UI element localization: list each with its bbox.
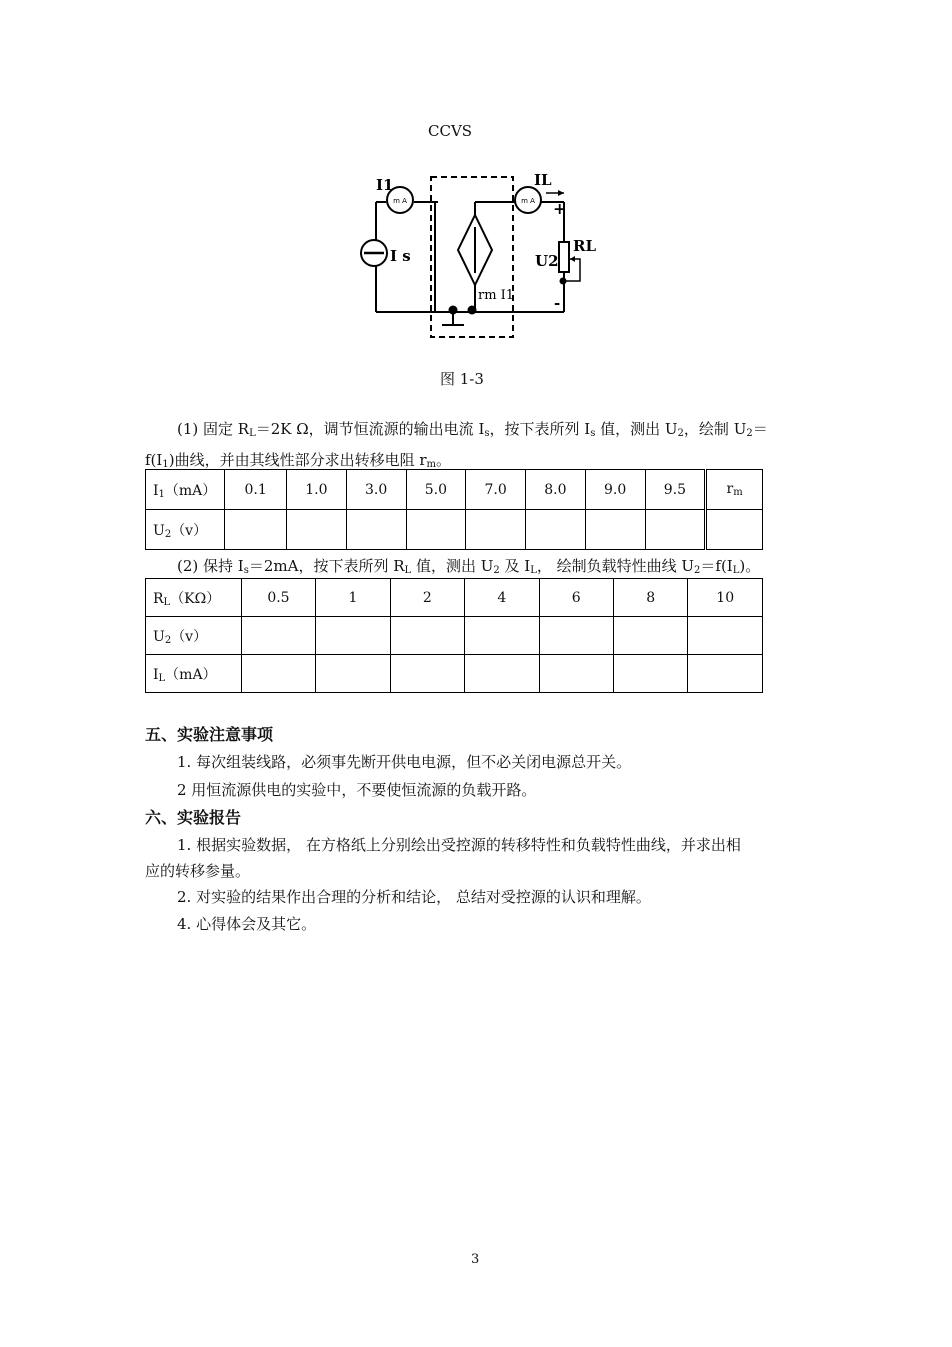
table-row — [146, 470, 763, 510]
step1-text: ，绘制 U — [683, 420, 747, 438]
step2-sub: L — [732, 565, 740, 576]
rm-i1-label: rm I1 — [478, 288, 515, 303]
table-row — [146, 617, 763, 655]
section6-item1-line1: 1. 根据实验数据， 在方格纸上分别绘出受控源的转移特性和负载特性曲线，并求出相 — [177, 836, 741, 854]
table-cell: 1.0 — [287, 470, 347, 510]
section5-title: 五、实验注意事项 — [145, 725, 274, 744]
step2-text: )。 — [739, 557, 761, 575]
table-header-cell: $I_1(mA)$ — [146, 470, 225, 510]
table-cell — [225, 510, 287, 550]
table-cell — [406, 510, 466, 550]
table-row — [146, 579, 763, 617]
step2-sub: s — [243, 565, 249, 576]
step1-sub: 1 — [162, 459, 169, 470]
table-cell — [613, 655, 687, 693]
table-header-cell: $U_2(v)$ — [146, 510, 225, 550]
table-cell: 9.0 — [585, 470, 645, 510]
table-header-cell: $I_L(mA)$ — [146, 655, 242, 693]
table-cell: 0.1 — [225, 470, 287, 510]
plus-label: + — [553, 199, 567, 218]
transfer-table — [145, 469, 763, 550]
table-cell: 8 — [613, 579, 687, 617]
section5-item1: 1. 每次组装线路，必须事先断开供电电源，但不必关闭电源总开关。 — [177, 753, 632, 771]
table-cell: 0.5 — [241, 579, 316, 617]
table-cell — [585, 510, 645, 550]
step2-sub: 2 — [694, 565, 701, 576]
i1-label: I1 — [376, 176, 394, 194]
section6-item4: 4. 心得体会及其它。 — [177, 915, 317, 933]
table-cell: 10 — [688, 579, 763, 617]
step1-text: )曲线，并由其线性部分求出转移电阻 r — [168, 451, 427, 469]
step1-sub: s — [484, 428, 490, 439]
table-cell: 5.0 — [406, 470, 466, 510]
step1-sub: 2 — [677, 428, 684, 439]
section6-title: 六、实验报告 — [145, 808, 242, 827]
step2-text: ＝2mA，按下表所列 R — [248, 557, 405, 575]
table-header-cell: $U_2(v)$ — [146, 617, 242, 655]
step1-text: ＝ — [752, 420, 768, 438]
step1-text: ＝2K Ω，调节恒流源的输出电流 I — [255, 420, 485, 438]
step2-text: 值，测出 U — [411, 557, 494, 575]
il-label: IL — [534, 171, 552, 189]
table-cell: 9.5 — [645, 470, 706, 510]
step2-text: (2) 保持 I — [177, 557, 244, 575]
table-cell: 3.0 — [346, 470, 406, 510]
load-resistor-icon — [559, 242, 569, 272]
step1-text: (1) 固定 R — [177, 420, 250, 438]
u2-label: U2 — [535, 252, 559, 270]
table-cell — [526, 510, 586, 550]
ccvs-circuit-diagram — [350, 165, 610, 350]
page-number: 3 — [471, 1252, 480, 1267]
step2-sub: 2 — [493, 565, 500, 576]
table-row — [146, 510, 763, 550]
figure-top-label: CCVS — [428, 122, 473, 140]
section6-item1-line2: 应的转移参量。 — [145, 862, 251, 880]
table-cell — [613, 617, 687, 655]
step2-text: ， 绘制负载特性曲线 U — [536, 557, 695, 575]
table-cell: 6 — [539, 579, 613, 617]
rl-label: RL — [573, 237, 597, 255]
table-cell — [706, 510, 763, 550]
step1-sub: L — [249, 428, 256, 439]
minus-label: - — [554, 294, 561, 312]
table-cell — [539, 655, 613, 693]
table-header-cell: $R_L(K\Omega)$ — [146, 579, 242, 617]
table-cell — [316, 617, 390, 655]
ma-left-label: m A — [393, 197, 407, 205]
ma-right-label: m A — [521, 197, 535, 205]
table-cell: 8.0 — [526, 470, 586, 510]
step1-sub: m — [426, 459, 436, 470]
figure-caption: 图 1-3 — [440, 370, 484, 388]
table-header-cell: $r_m$ — [706, 470, 763, 510]
table-cell — [241, 655, 316, 693]
table-cell — [241, 617, 316, 655]
table-cell: 7.0 — [466, 470, 526, 510]
table-cell — [539, 617, 613, 655]
table-cell — [287, 510, 347, 550]
step1-sub: s — [590, 428, 596, 439]
table-cell — [688, 617, 763, 655]
table-cell — [465, 655, 539, 693]
table-cell — [346, 510, 406, 550]
load-table — [145, 578, 763, 693]
table-cell — [465, 617, 539, 655]
is-label: I s — [390, 247, 411, 265]
step2-text: ＝f(I — [700, 557, 733, 575]
table-cell — [316, 655, 390, 693]
step2-sub: L — [404, 565, 412, 576]
section6-item2: 2. 对实验的结果作出合理的分析和结论， 总结对受控源的认识和理解。 — [177, 888, 651, 906]
table-cell — [645, 510, 706, 550]
table-cell: 2 — [390, 579, 464, 617]
table-row — [146, 655, 763, 693]
table-cell — [390, 617, 464, 655]
step2-text: 及 I — [499, 557, 531, 575]
table-cell — [466, 510, 526, 550]
step2-sub: L — [530, 565, 537, 576]
table-cell — [390, 655, 464, 693]
step1-sub: 2 — [746, 428, 753, 439]
step1-text: 值，测出 U — [595, 420, 678, 438]
step1-text: f(I — [145, 451, 163, 469]
table-cell — [688, 655, 763, 693]
step1-text: ，按下表所列 I — [489, 420, 591, 438]
step1-text: 。 — [436, 451, 452, 469]
table-cell: 1 — [316, 579, 390, 617]
table-cell: 4 — [465, 579, 539, 617]
section5-item2: 2 用恒流源供电的实验中，不要使恒流源的负载开路。 — [177, 781, 537, 799]
